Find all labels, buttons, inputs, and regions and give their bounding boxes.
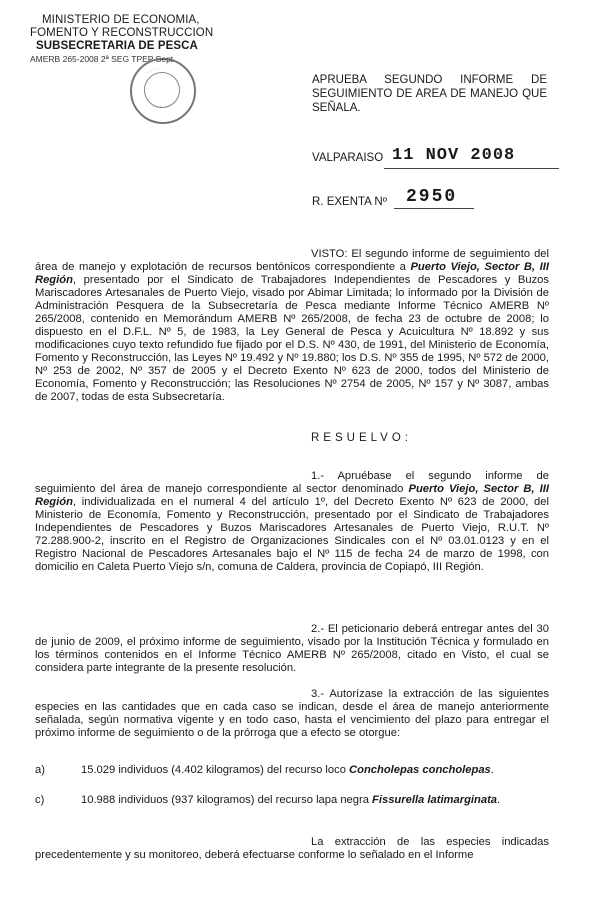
place-and-date: [312, 146, 572, 174]
item-letter: a): [35, 764, 45, 776]
visto-text-2: , presentado por el Sindicato de Trabajadores Independientes de Pescadores y Buzos Mariscadores Artesanales de Puerto Viejo, visado por Abimar Limitada; lo informado por la División de Administración Pesquera de la Subsecretaría de Pesca mediante Informe Técnico AMERB Nº 265/2008, contenido en Memorándum AMERB Nº 265/2008, de fecha 23 de octubre de 2008; lo dispuesto en el D.F.L. Nº 5, de 1983, la Ley General de Pesca y Acuicultura Nº 18.892 y sus modificaciones cuyo texto refundido fue fijado por el D.S. Nº 430, de 1991, del Ministerio de Economía, Fomento y Reconstrucción, las Leyes Nº 19.492 y Nº 19.880; los D.S. Nº 355 de 1995, Nº 572 de 2000, Nº 253 de 2002, Nº 357 de 2005 y el Decreto Exento Nº 623 de 2000, todos del Ministerio de Economía, Fomento y Reconstrucción; las Resoluciones Nº 2754 de 2005, Nº 157 y Nº 3087, ambas de 2007, todas de esta Subsecretaría.: [35, 274, 549, 403]
ministry-line: MINISTERIO DE ECONOMIA,: [42, 14, 200, 26]
final-paragraph: La extracción de las especies indicadas precedentemente y su monitoreo, deberá efectuarse conforme lo señalado en el Informe: [35, 836, 549, 861]
official-seal-icon: [130, 58, 196, 124]
exenta-number: 2950: [406, 187, 458, 207]
item-quantity: 15.029 individuos (4.402 kilogramos) del recurso loco: [81, 764, 350, 776]
visto-location: Puerto Viejo, Sector B, III Región: [35, 261, 549, 286]
item-end: .: [497, 794, 501, 806]
item-species: Fissurella latimarginata: [372, 794, 498, 806]
exenta-label: R. EXENTA Nº: [312, 196, 387, 208]
item-end: .: [490, 764, 494, 776]
date-stamp: 11 NOV 2008: [392, 146, 516, 165]
exenta-underline: [394, 208, 474, 209]
item-text: [81, 794, 500, 807]
seal-mark-bottom: · · ·: [152, 104, 162, 110]
ministry-line-2: FOMENTO Y RECONSTRUCCION: [30, 27, 214, 39]
item-quantity: 10.988 individuos (937 kilogramos) del recurso lapa negra: [81, 794, 373, 806]
article-3: 3.- Autorízase la extracción de las siguientes especies en las cantidades que en cada caso se indican, desde el área de manejo anteriormente señalada, según normativa vigente y en todo caso, hasta el vencimiento del plazo para entregar el próximo informe de seguimiento o de la prórroga que a efecto se otorgue:: [35, 688, 549, 739]
date-underline: [384, 168, 559, 169]
item-letter: c): [35, 794, 45, 806]
visto-text-1: VISTO: El segundo informe de seguimiento del área de manejo y explotación de recursos bentónicos correspondiente a: [35, 248, 549, 273]
item-species: Concholepas concholepas: [349, 764, 491, 776]
visto-paragraph: [35, 248, 549, 404]
article-1-location: Puerto Viejo, Sector B, III Región: [35, 483, 549, 508]
article-1: [35, 470, 549, 574]
seal-mark: · · · ·: [145, 65, 160, 77]
reference-code: AMERB 265-2008 2ª SEG TPEP Sept: [30, 54, 174, 64]
item-text: [81, 764, 494, 777]
resolution-subject: APRUEBA SEGUNDO INFORME DE SEGUIMIENTO DE AREA DE MANEJO QUE SEÑALA.: [312, 74, 547, 114]
exenta-number-block: [312, 188, 572, 216]
subsecretaria-line: SUBSECRETARIA DE PESCA: [36, 40, 198, 52]
article-1-text-1: 1.- Apruébase el segundo informe de seguimiento del área de manejo correspondiente al sector denominado: [35, 470, 549, 495]
seal-inner-ring: [144, 72, 180, 108]
letterhead: [30, 14, 230, 64]
resuelvo-heading: RESUELVO:: [311, 432, 412, 444]
article-2: 2.- El peticionario deberá entregar antes del 30 de junio de 2009, el próximo informe de seguimiento, visado por la Institución Técnica y formulado en los términos contenidos en el Informe Técnico AMERB Nº 265/2008, citado en Visto, el cual se considera parte integrante de la presente resolución.: [35, 623, 549, 674]
place-label: VALPARAISO: [312, 152, 384, 164]
article-1-text-2: , individualizada en el numeral 4 del artículo 1º, del Decreto Exento Nº 623 de 2000, del Ministerio de Economía, Fomento y Reconstrucción, presentado por el Sindicato de Trabajadores Independientes de Pescadores y Buzos Mariscadores Artesanales de Puerto Viejo, R.U.T. Nº 72.288.900-2, inscrito en el Registro de Organizaciones Sindicales con el Nº 03.01.0123 y en el Registro Nacional de Pescadores Artesanales bajo el Nº 115 de fecha 24 de marzo de 1998, con domicilio en Caleta Puerto Viejo s/n, comuna de Caldera, provincia de Copiapó, III Región.: [35, 496, 549, 573]
